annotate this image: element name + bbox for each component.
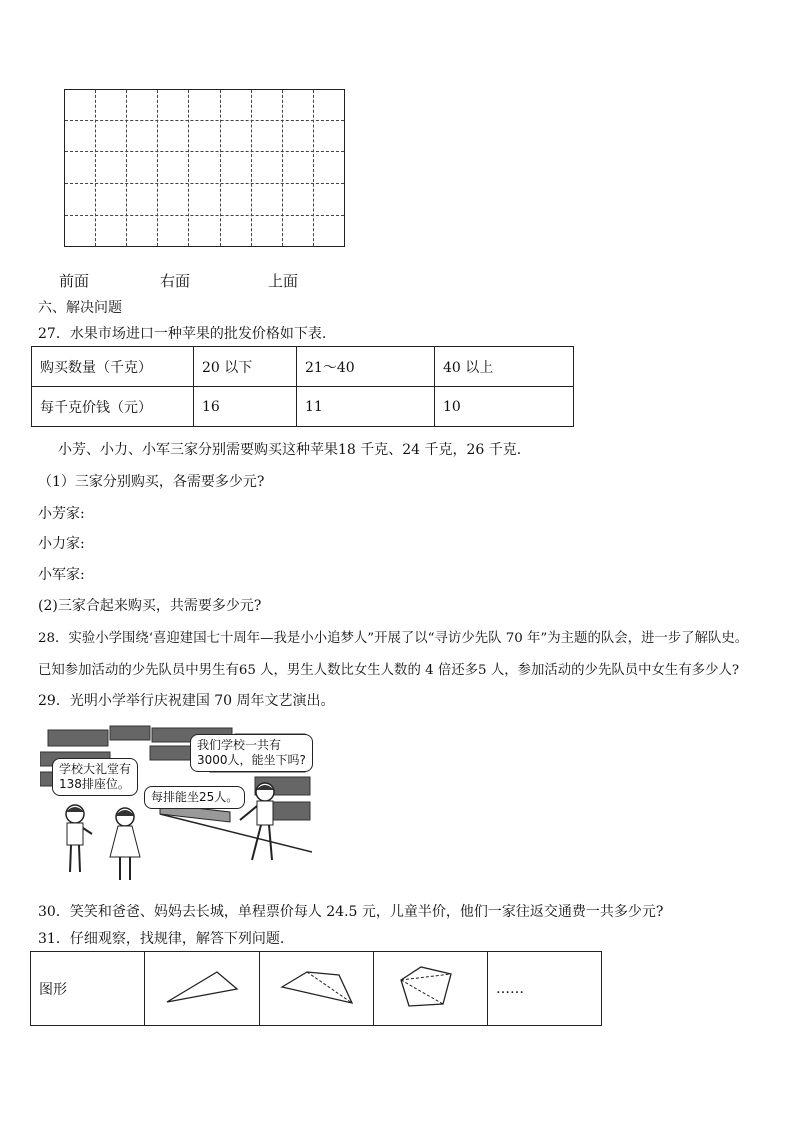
table-cell: 16	[194, 387, 297, 427]
q27-stem: 27．水果市场进口一种苹果的批发价格如下表.	[38, 326, 327, 342]
shape-cell-triangle	[145, 952, 260, 1026]
table-cell: 购买数量（千克）	[32, 347, 194, 387]
q30-stem: 30．笑笑和爸爸、妈妈去长城，单程票价每人 24.5 元，儿童半价，他们一家往返交通费一共多少元?	[38, 904, 664, 920]
speech-bubble-school: 我们学校一共有 3000人，能坐下吗?	[190, 734, 313, 772]
table-row	[32, 387, 574, 427]
q31-stem: 31．仔细观察，找规律，解答下列问题.	[38, 931, 285, 947]
shapes-row-label: 图形	[31, 952, 145, 1026]
view-label-top: 上面	[268, 272, 299, 290]
answer-xiaojun: 小军家:	[38, 567, 85, 583]
pentagon-figure	[391, 962, 471, 1012]
table-cell: 10	[435, 387, 574, 427]
section-title: 六、解决问题	[38, 300, 122, 316]
price-table	[31, 346, 574, 427]
quadrilateral-figure	[277, 967, 357, 1007]
q28-line2: 已知参加活动的少先队员中男生有65 人，男生人数比女生人数的 4 倍还多5 人，参加活动的少先队员中女生有多少人?	[38, 663, 740, 678]
table-row	[31, 952, 602, 1026]
q29-stem: 29．光明小学举行庆祝建国 70 周年文艺演出。	[38, 693, 335, 709]
answer-xiaoli: 小力家:	[38, 536, 85, 552]
q27-part2: (2)三家合起来购买，共需要多少元?	[38, 598, 262, 614]
table-cell: 每千克价钱（元）	[32, 387, 194, 427]
q27-intro: 小芳、小力、小军三家分别需要购买这种苹果18 千克、24 千克，26 千克.	[58, 442, 522, 458]
view-label-right: 右面	[160, 272, 191, 290]
shape-cell-quadrilateral	[260, 952, 374, 1026]
auditorium-illustration	[40, 722, 312, 888]
table-cell: 21～40	[297, 347, 435, 387]
q28-line1: 28．实验小学围绕‘喜迎建国七十周年—我是小小追梦人”开展了以“寻访少先队 70 年”为主题的队会，进一步了解队史。	[38, 631, 749, 646]
speech-bubble-row: 每排能坐25人。	[144, 786, 245, 809]
table-cell: 20 以下	[194, 347, 297, 387]
table-cell: 40 以上	[435, 347, 574, 387]
triangle-figure	[162, 967, 242, 1007]
table-cell: 11	[297, 387, 435, 427]
table-row	[32, 347, 574, 387]
drawing-grid	[64, 89, 345, 247]
shape-cell-pentagon	[374, 952, 488, 1026]
answer-xiaofang: 小芳家:	[38, 506, 85, 522]
q27-part1: （1）三家分别购买，各需要多少元?	[38, 474, 265, 490]
view-label-front: 前面	[59, 272, 90, 290]
shapes-ellipsis: ……	[488, 952, 602, 1026]
speech-bubble-hall: 学校大礼堂有 138排座位。	[52, 758, 138, 796]
shapes-table	[30, 951, 602, 1026]
